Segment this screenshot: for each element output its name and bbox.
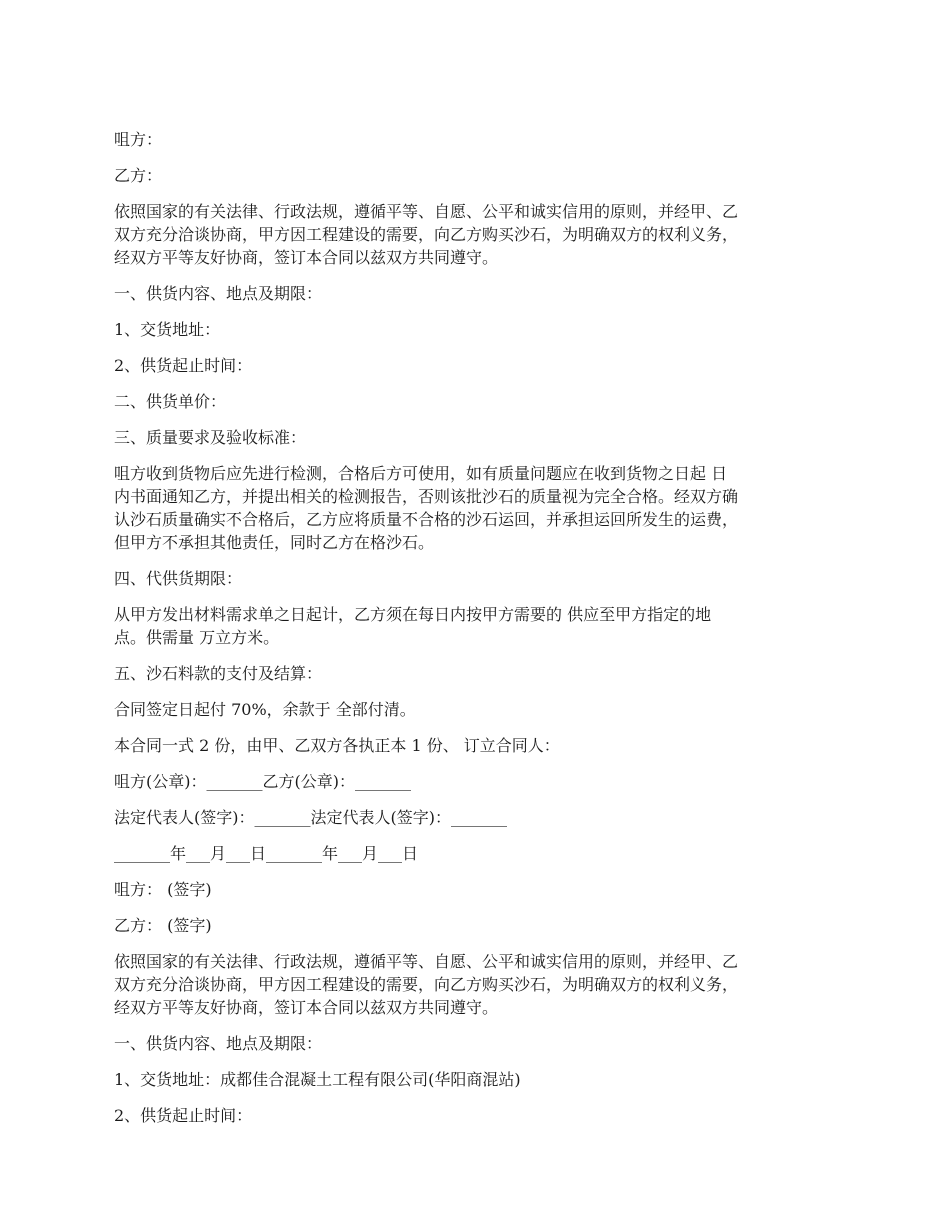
text-line: 从甲方发出材料需求单之日起计，乙方须在每日内按甲方需要的 供应至甲方指定的地 (114, 605, 712, 624)
text-line: 双方充分洽谈协商，甲方因工程建设的需要，向乙方购买沙石，为明确双方的权利义务， (114, 225, 739, 244)
text-line: 三、质量要求及验收标准： (114, 428, 307, 447)
text-line: 一、供货内容、地点及期限： (114, 1034, 323, 1053)
text-line: 1、交货地址： (114, 320, 221, 339)
paragraph (114, 950, 849, 1019)
paragraph (114, 662, 849, 685)
text-line: 内书面通知乙方，并提出相关的检测报告，否则该批沙石的质量视为完全合格。经双方确 (114, 487, 739, 506)
paragraph (114, 462, 849, 554)
paragraph (114, 128, 849, 151)
paragraph (114, 806, 849, 829)
paragraph (114, 1032, 849, 1055)
text-line: 五、沙石料款的支付及结算： (114, 664, 323, 683)
paragraph (114, 390, 849, 413)
text-line: 1、交货地址：成都佳合混凝土工程有限公司(华阳商混站) (114, 1070, 521, 1089)
text-line: 咀方： (签字) (114, 880, 212, 899)
text-line: 咀方： (114, 130, 163, 149)
paragraph (114, 282, 849, 305)
text-line: 但甲方不承担其他责任，同时乙方在格沙石。 (114, 533, 435, 552)
text-line: 一、供货内容、地点及期限： (114, 284, 323, 303)
text-line: 法定代表人(签字)：_______法定代表人(签字)：_______ (114, 808, 507, 827)
paragraph (114, 354, 849, 377)
text-line: 点。供需量 万立方米。 (114, 628, 280, 647)
text-line: _______年___月___日_______年___月___日 (114, 844, 419, 863)
paragraph (114, 426, 849, 449)
text-line: 乙方： (114, 166, 163, 185)
paragraph (114, 878, 849, 901)
text-line: 经双方平等友好协商，签订本合同以兹双方共同遵守。 (114, 998, 499, 1017)
text-line: 咀方(公章)：_______乙方(公章)：_______ (114, 772, 411, 791)
paragraph (114, 698, 849, 721)
paragraph (114, 914, 849, 937)
text-line: 咀方收到货物后应先进行检测，合格后方可使用，如有质量问题应在收到货物之日起 日 (114, 464, 728, 483)
text-line: 依照国家的有关法律、行政法规，遵循平等、自愿、公平和诚实信用的原则，并经甲、乙 (114, 952, 739, 971)
paragraph (114, 770, 849, 793)
text-line: 本合同一式 2 份，由甲、乙双方各执正本 1 份、 订立合同人： (114, 736, 560, 755)
text-line: 双方充分洽谈协商，甲方因工程建设的需要，向乙方购买沙石，为明确双方的权利义务， (114, 975, 739, 994)
text-line: 认沙石质量确实不合格后，乙方应将质量不合格的沙石运回，并承担运回所发生的运费， (114, 510, 739, 529)
text-line: 二、供货单价： (114, 392, 227, 411)
text-line: 2、供货起止时间： (114, 1106, 253, 1125)
paragraph (114, 734, 849, 757)
paragraph (114, 603, 849, 649)
text-line: 2、供货起止时间： (114, 356, 253, 375)
text-line: 经双方平等友好协商，签订本合同以兹双方共同遵守。 (114, 248, 499, 267)
paragraph (114, 567, 849, 590)
document-page (114, 128, 849, 1140)
paragraph (114, 1068, 849, 1091)
text-line: 依照国家的有关法律、行政法规，遵循平等、自愿、公平和诚实信用的原则，并经甲、乙 (114, 202, 739, 221)
paragraph (114, 164, 849, 187)
paragraph (114, 318, 849, 341)
paragraph (114, 200, 849, 269)
paragraph (114, 1104, 849, 1127)
text-line: 合同签定日起付 70%，余款于 全部付清。 (114, 700, 416, 719)
text-line: 乙方： (签字) (114, 916, 212, 935)
paragraph (114, 842, 849, 865)
text-line: 四、代供货期限： (114, 569, 243, 588)
